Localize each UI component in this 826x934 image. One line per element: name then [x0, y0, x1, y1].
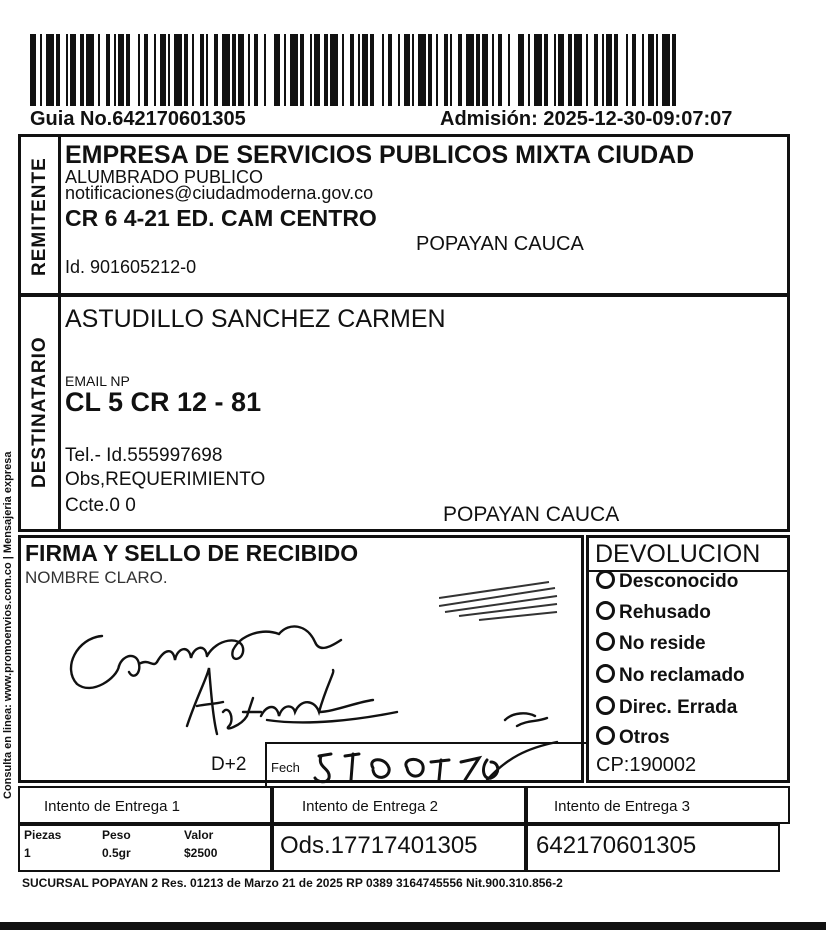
side-note: Consulta en linea: www.promoenvios.com.co | Mensajeria expresa	[2, 451, 14, 799]
recipient-email: EMAIL NP	[65, 373, 130, 389]
date-label: Fech	[271, 760, 300, 775]
destinatario-label: DESTINATARIO	[29, 336, 50, 488]
sender-email: notificaciones@ciudadmoderna.gov.co	[65, 183, 374, 203]
option-no-reclamado[interactable]: No reclamado	[596, 664, 745, 687]
radio-circle-icon[interactable]	[596, 632, 615, 651]
bottom-edge	[0, 922, 826, 930]
handwritten-date	[311, 738, 551, 786]
guia-number: Guia No.642170601305	[30, 108, 246, 130]
option-rehusado[interactable]: Rehusado	[596, 601, 711, 624]
sender-address: CR 6 4-21 ED. CAM CENTRO	[65, 205, 377, 231]
radio-circle-icon[interactable]	[596, 601, 615, 620]
recipient-phone: Tel.- Id.555997698	[65, 445, 223, 466]
recipient-city: POPAYAN CAUCA	[443, 503, 620, 526]
radio-circle-icon[interactable]	[596, 696, 615, 715]
sender-city: POPAYAN CAUCA	[416, 233, 584, 255]
delivery-term: D+2	[211, 754, 247, 775]
recipient-ccte: Ccte.0 0	[65, 495, 136, 516]
guia-number-bottom: 642170601305	[536, 832, 697, 859]
sender-area: ALUMBRADO PUBLICO	[65, 167, 264, 187]
radio-circle-icon[interactable]	[596, 664, 615, 683]
intento-2: Intento de Entrega 2	[272, 786, 526, 824]
ods-number: Ods.17717401305	[280, 832, 478, 859]
destinatario-section	[18, 294, 790, 532]
admission-date: Admisión: 2025-12-30-09:07:07	[440, 108, 733, 130]
recipient-address: CL 5 CR 12 - 81	[65, 387, 262, 417]
option-otros[interactable]: Otros	[596, 726, 670, 749]
firma-title: FIRMA Y SELLO DE RECIBIDO	[25, 540, 359, 566]
valor-label: Valor	[184, 828, 214, 842]
intento-1: Intento de Entrega 1	[18, 786, 272, 824]
sender-company: EMPRESA DE SERVICIOS PUBLICOS MIXTA CIUDAD	[65, 141, 695, 169]
valor-value: $2500	[184, 846, 218, 860]
option-desconocido[interactable]: Desconocido	[596, 570, 738, 593]
firma-section	[18, 535, 584, 783]
piezas-value: 1	[24, 846, 31, 860]
postal-code: CP:190002	[596, 754, 697, 776]
barcode	[30, 34, 680, 106]
remitente-label: REMITENTE	[29, 157, 50, 277]
shipment-details	[18, 824, 272, 872]
peso-label: Peso	[102, 828, 131, 842]
devolucion-title: DEVOLUCION	[595, 540, 761, 568]
piezas-label: Piezas	[24, 828, 62, 842]
footer-text: SUCURSAL POPAYAN 2 Res. 01213 de Marzo 21 de 2025 RP 0389 3164745556 Nit.900.310.856-2	[22, 876, 563, 890]
option-direc-errada[interactable]: Direc. Errada	[596, 696, 737, 719]
guia-cell	[526, 824, 780, 872]
recipient-obs: Obs,REQUERIMIENTO	[65, 469, 266, 490]
radio-circle-icon[interactable]	[596, 726, 615, 745]
option-no-reside[interactable]: No reside	[596, 632, 706, 655]
peso-value: 0.5gr	[102, 846, 131, 860]
sender-id: Id. 901605212-0	[65, 257, 197, 277]
ods-cell	[272, 824, 526, 872]
intento-3: Intento de Entrega 3	[526, 786, 790, 824]
nombre-claro-label: NOMBRE CLARO.	[25, 568, 168, 587]
radio-circle-icon[interactable]	[596, 570, 615, 589]
recipient-name: ASTUDILLO SANCHEZ CARMEN	[65, 305, 446, 333]
remitente-section	[18, 134, 790, 296]
